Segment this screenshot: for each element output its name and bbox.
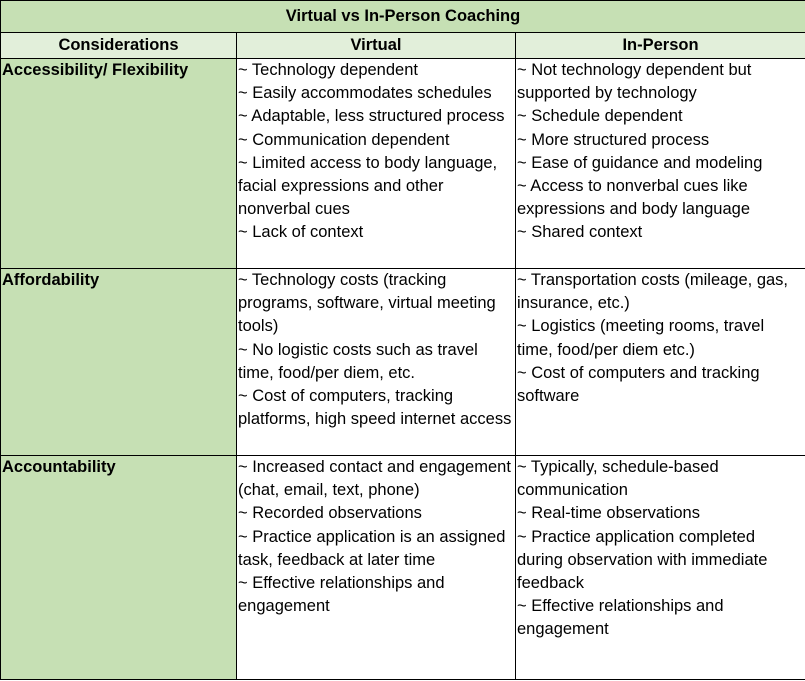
list-item: ~ Adaptable, less structured process — [238, 107, 505, 126]
virtual-cell — [237, 269, 516, 456]
list-item: ~ More structured process — [517, 130, 710, 149]
header-row — [1, 33, 805, 59]
list-item: ~ Typically, schedule-based communication — [517, 458, 719, 500]
list-item: ~ Practice application completed during observation with immediate feedback — [517, 527, 768, 593]
title-row — [1, 1, 805, 33]
list-item: ~ Easily accommodates schedules — [238, 84, 492, 103]
list-item: ~ Practice application is an assigned task, feedback at later time — [238, 527, 506, 569]
in-person-cell — [516, 269, 805, 456]
in-person-cell — [516, 59, 805, 269]
list-item: ~ Effective relationships and engagement — [517, 597, 724, 639]
consideration-label: Accessibility/ Flexibility — [2, 61, 189, 79]
list-item: ~ Effective relationships and engagement — [238, 574, 445, 616]
list-item: ~ Limited access to body language, facial expressions and other nonverbal cues — [238, 153, 498, 219]
list-item: ~ Recorded observations — [238, 504, 422, 523]
list-item: ~ Ease of guidance and modeling — [517, 153, 763, 172]
header-in-person: In-Person — [516, 33, 805, 59]
list-item: ~ Shared context — [517, 223, 643, 242]
consideration-cell — [1, 59, 237, 269]
consideration-label: Affordability — [2, 271, 100, 289]
in-person-cell — [516, 456, 805, 680]
list-item: ~ Technology costs (tracking programs, software, virtual meeting tools) — [238, 271, 496, 336]
list-item: ~ Cost of computers and tracking software — [517, 363, 760, 406]
header-virtual: Virtual — [237, 33, 516, 59]
virtual-cell — [237, 456, 516, 680]
list-item: ~ Transportation costs (mileage, gas, insurance, etc.) — [517, 271, 789, 313]
list-item: ~ Lack of context — [238, 223, 364, 242]
list-item: ~ Cost of computers, tracking platforms, high speed internet access — [238, 387, 512, 429]
list-item: ~ Technology dependent — [238, 61, 418, 79]
list-item: ~ No logistic costs such as travel time, food/per diem, etc. — [238, 340, 478, 382]
list-item: ~ Schedule dependent — [517, 107, 683, 126]
consideration-label: Accountability — [2, 458, 116, 476]
list-item: ~ Increased contact and engagement (chat, email, text, phone) — [238, 458, 511, 500]
list-item: ~ Communication dependent — [238, 130, 450, 149]
table-row-affordability — [1, 269, 805, 456]
table-row-accountability — [1, 456, 805, 680]
table-row-accessibility — [1, 59, 805, 269]
list-item: ~ Real-time observations — [517, 504, 700, 523]
consideration-cell — [1, 456, 237, 680]
consideration-cell — [1, 269, 237, 456]
table-title: Virtual vs In-Person Coaching — [1, 1, 805, 33]
virtual-cell — [237, 59, 516, 269]
list-item: ~ Not technology dependent but supported by technology — [517, 61, 752, 103]
header-considerations: Considerations — [1, 33, 237, 59]
list-item: ~ Logistics (meeting rooms, travel time, food/per diem etc.) — [517, 317, 765, 359]
list-item: ~ Access to nonverbal cues like expressions and body language — [517, 177, 751, 219]
